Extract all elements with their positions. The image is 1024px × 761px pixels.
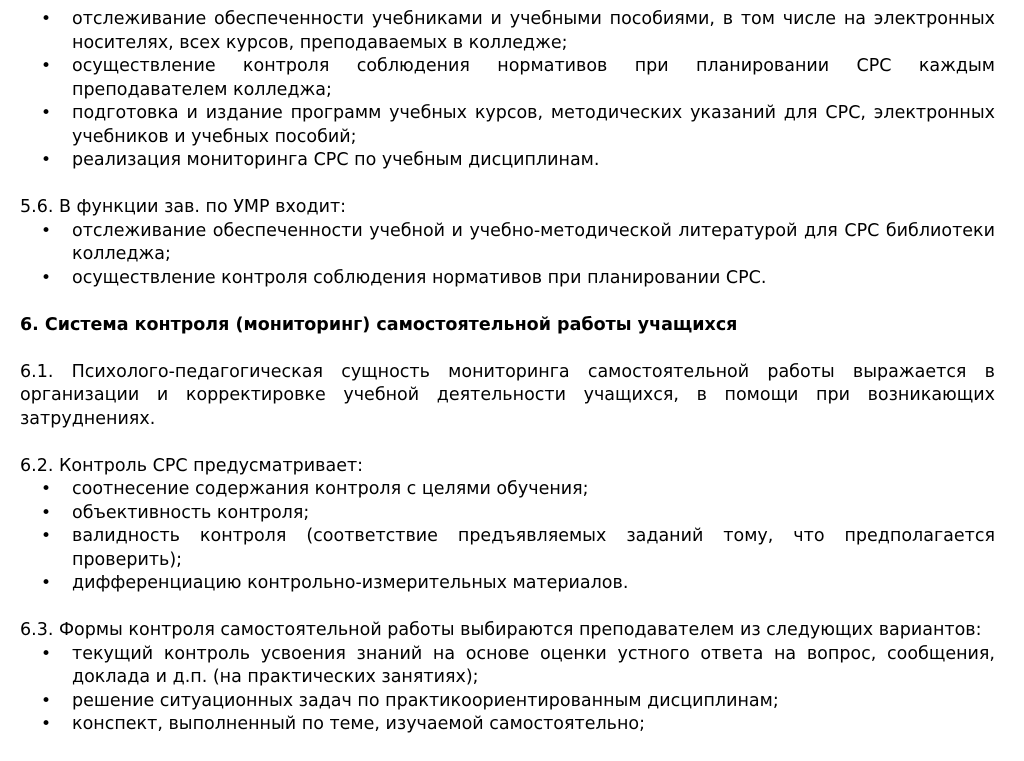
bullet-list-responsibilities <box>20 8 995 173</box>
list-item: • дифференциацию контрольно-измерительных материалов. <box>20 572 995 596</box>
bullet-list-section-5-6 <box>20 220 995 291</box>
paragraph-gap <box>20 290 995 314</box>
list-item: • объективность контроля; <box>20 502 995 526</box>
list-item: • решение ситуационных задач по практикоориентированным дисциплинам; <box>20 690 995 714</box>
list-item: • реализация мониторинга СРС по учебным дисциплинам. <box>20 149 995 173</box>
document-page <box>20 8 995 737</box>
list-item: • осуществление контроля соблюдения нормативов при планировании СРС каждым преподавателем колледжа; <box>20 55 995 102</box>
list-item: • отслеживание обеспеченности учебной и учебно-методической литературой для СРС библиотеки колледжа; <box>20 220 995 267</box>
bullet-list-section-6-3 <box>20 643 995 737</box>
paragraph-gap <box>20 596 995 620</box>
paragraph-gap <box>20 337 995 361</box>
section-6-1-text: 6.1. Психолого-педагогическая сущность мониторинга самостоятельной работы выражается в организации и корректировке учебной деятельности учащихся, в помощи при возникающих затруднениях. <box>20 361 995 429</box>
list-item: • соотнесение содержания контроля с целями обучения; <box>20 478 995 502</box>
section-6-2-intro: 6.2. Контроль СРС предусматривает: <box>20 455 364 476</box>
section-6-3-intro: 6.3. Формы контроля самостоятельной работы выбираются преподавателем из следующих вариантов: <box>20 620 982 640</box>
list-item: • осуществление контроля соблюдения нормативов при планировании СРС. <box>20 267 995 291</box>
list-item: • подготовка и издание программ учебных курсов, методических указаний для СРС, электронных учебников и учебных пособий; <box>20 102 995 149</box>
list-item: • отслеживание обеспеченности учебниками и учебными пособиями, в том числе на электронных носителях, всех курсов, преподаваемых в колледже; <box>20 8 995 55</box>
section-6-heading: 6. Система контроля (мониторинг) самостоятельной работы учащихся <box>20 314 738 335</box>
section-5-6-intro: 5.6. В функции зав. по УМР входит: <box>20 197 347 217</box>
paragraph-gap <box>20 431 995 455</box>
bullet-list-section-6-2 <box>20 478 995 596</box>
paragraph-gap <box>20 173 995 197</box>
list-item: • текущий контроль усвоения знаний на основе оценки устного ответа на вопрос, сообщения, доклада и д.п. (на практических занятиях); <box>20 643 995 690</box>
list-item: • валидность контроля (соответствие предъявляемых заданий тому, что предполагается проверить); <box>20 525 995 572</box>
list-item: • конспект, выполненный по теме, изучаемой самостоятельно; <box>20 713 995 737</box>
